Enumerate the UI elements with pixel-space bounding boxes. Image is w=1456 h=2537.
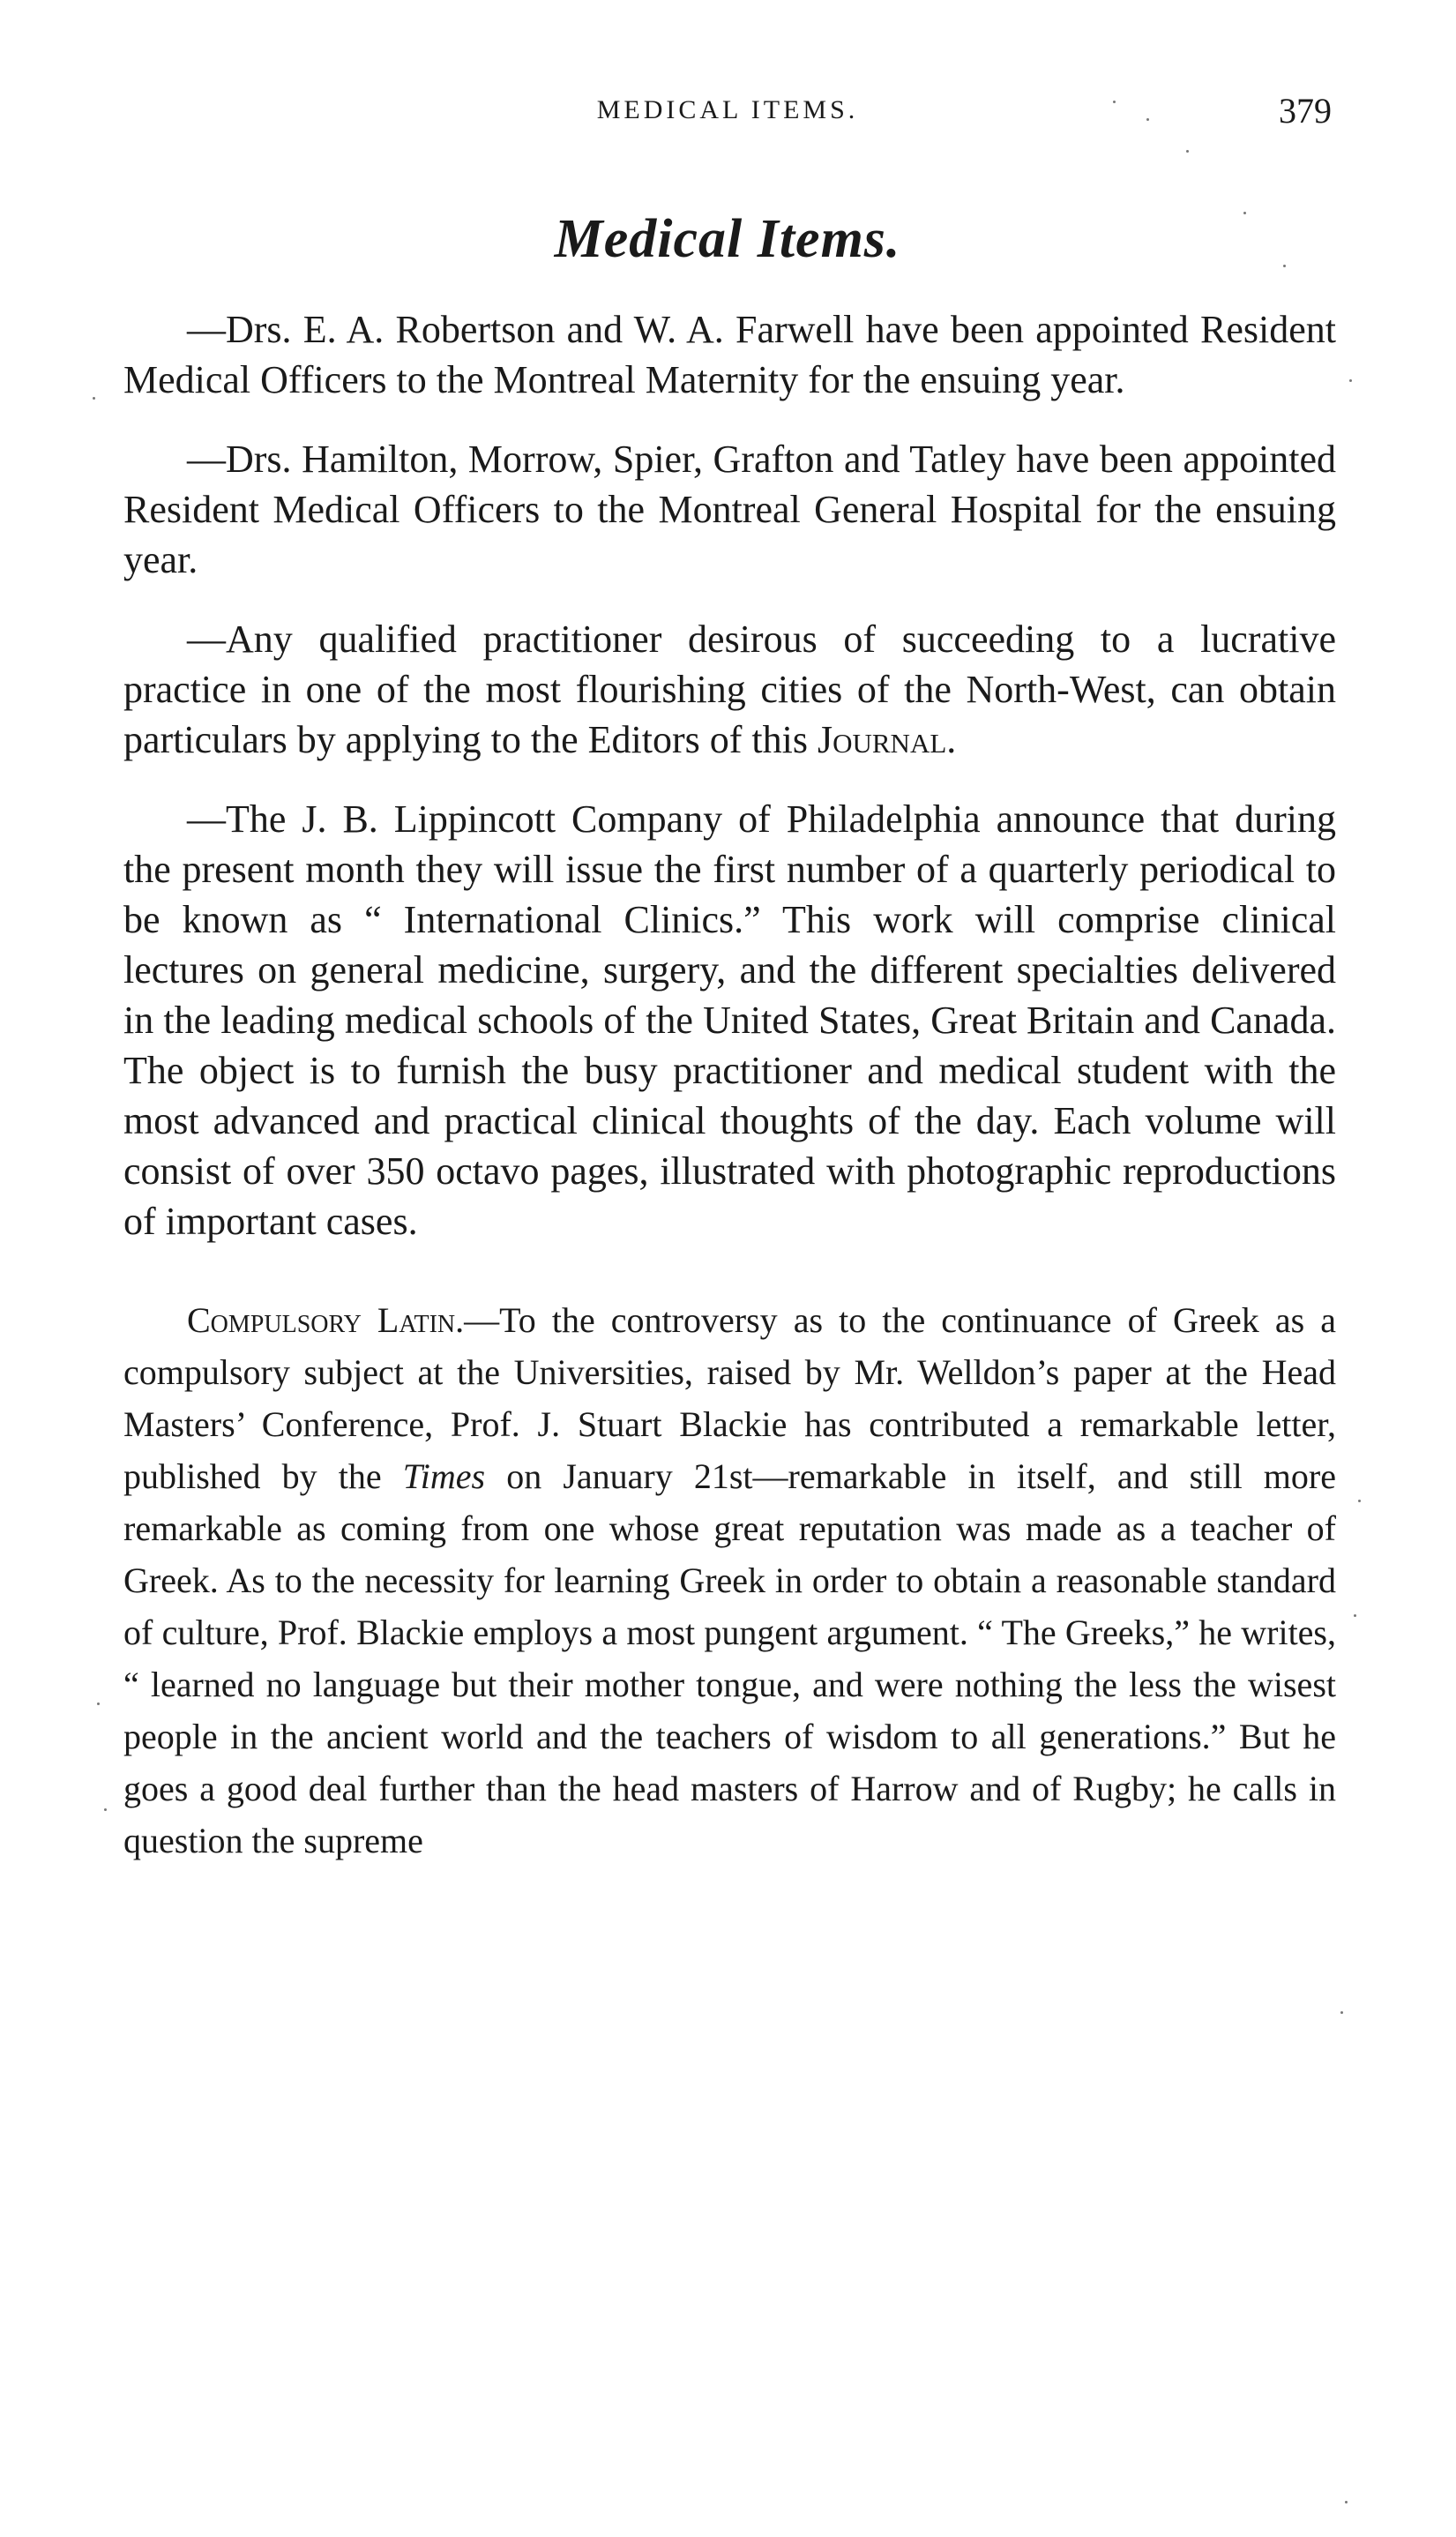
scan-speck <box>1186 150 1189 153</box>
scan-speck <box>93 397 95 400</box>
section-heading: Medical Items. <box>554 209 901 269</box>
scan-speck <box>1243 212 1246 214</box>
item-text-end: . <box>946 718 957 761</box>
scan-speck <box>1358 1500 1361 1502</box>
item-paragraph: —Drs. E. A. Robertson and W. A. Farwell have been appointed Resident Medical Officers to the Montreal Maternity for the ensuing year. <box>123 308 1336 401</box>
running-head <box>123 91 1332 148</box>
compulsory-latin-title: Compulsory Latin. <box>187 1300 465 1340</box>
scan-speck <box>104 1808 107 1811</box>
article-body <box>123 304 1336 1896</box>
item-paragraph: —The J. B. Lippincott Company of Philadelphia announce that during the present month they will issue the first number of a quarterly periodical to be known as “ International Clinics.” This work will comprise clinical lectures on general medicine, surgery, and the different specialties delivered in the leading medical schools of the United States, Great Britain and Canada. The object is to furnish the busy practitioner and medical student with the most advanced and practical clinical thoughts of the day. Each volume will consist of over 350 octavo pages, illustrated with photographic reproductions of important cases. <box>123 797 1336 1243</box>
compulsory-latin-paragraph <box>123 1294 1336 1867</box>
item-paragraph <box>123 614 1336 765</box>
times-newspaper: Times <box>402 1456 486 1496</box>
scan-speck <box>1113 101 1116 103</box>
item-text: —Any qualified practitioner desirous of succeeding to a lucrative practice in one of the most flourishing cities of the North-West, can obtain particulars by applying to the Editors of this <box>123 617 1336 761</box>
scan-speck <box>97 1703 100 1705</box>
journal-name: Journal <box>817 718 947 761</box>
latin-text: —To the controversy as to the continuance of Greek as a compulsory subject at the Universities, raised by Mr. Welldon’s paper at the Head Masters’ Conference, Prof. J. Stuart Blackie has contributed a remarkable letter, published by the <box>123 1300 1336 1496</box>
scan-speck <box>1283 265 1286 267</box>
item-paragraph: —Drs. Hamilton, Morrow, Spier, Grafton and Tatley have been appointed Resident Medical Officers to the Montreal General Hospital for the ensuing year. <box>123 438 1336 581</box>
scan-speck <box>1349 379 1352 382</box>
latin-text-end: on January 21st—remarkable in itself, and still more remarkable as coming from one whose great reputation was made as a teacher of Greek. As to the necessity for learning Greek in order to obtain a reasonable standard of culture, Prof. Blackie employs a most pungent argument. “ The Greeks,” he writes, “ learned no language but their mother tongue, and were nothing the less the wisest people in the ancient world and the teachers of wisdom to all generations.” But he goes a good deal further than the head masters of Harrow and of Rugby; he calls in question the supreme <box>123 1456 1336 1860</box>
page-number: 379 <box>1279 91 1332 131</box>
scan-speck <box>1146 118 1149 121</box>
scan-speck <box>1354 1614 1356 1617</box>
scan-speck <box>1345 2501 1348 2503</box>
running-title: MEDICAL ITEMS. <box>596 95 859 124</box>
scan-speck <box>1340 2011 1343 2014</box>
